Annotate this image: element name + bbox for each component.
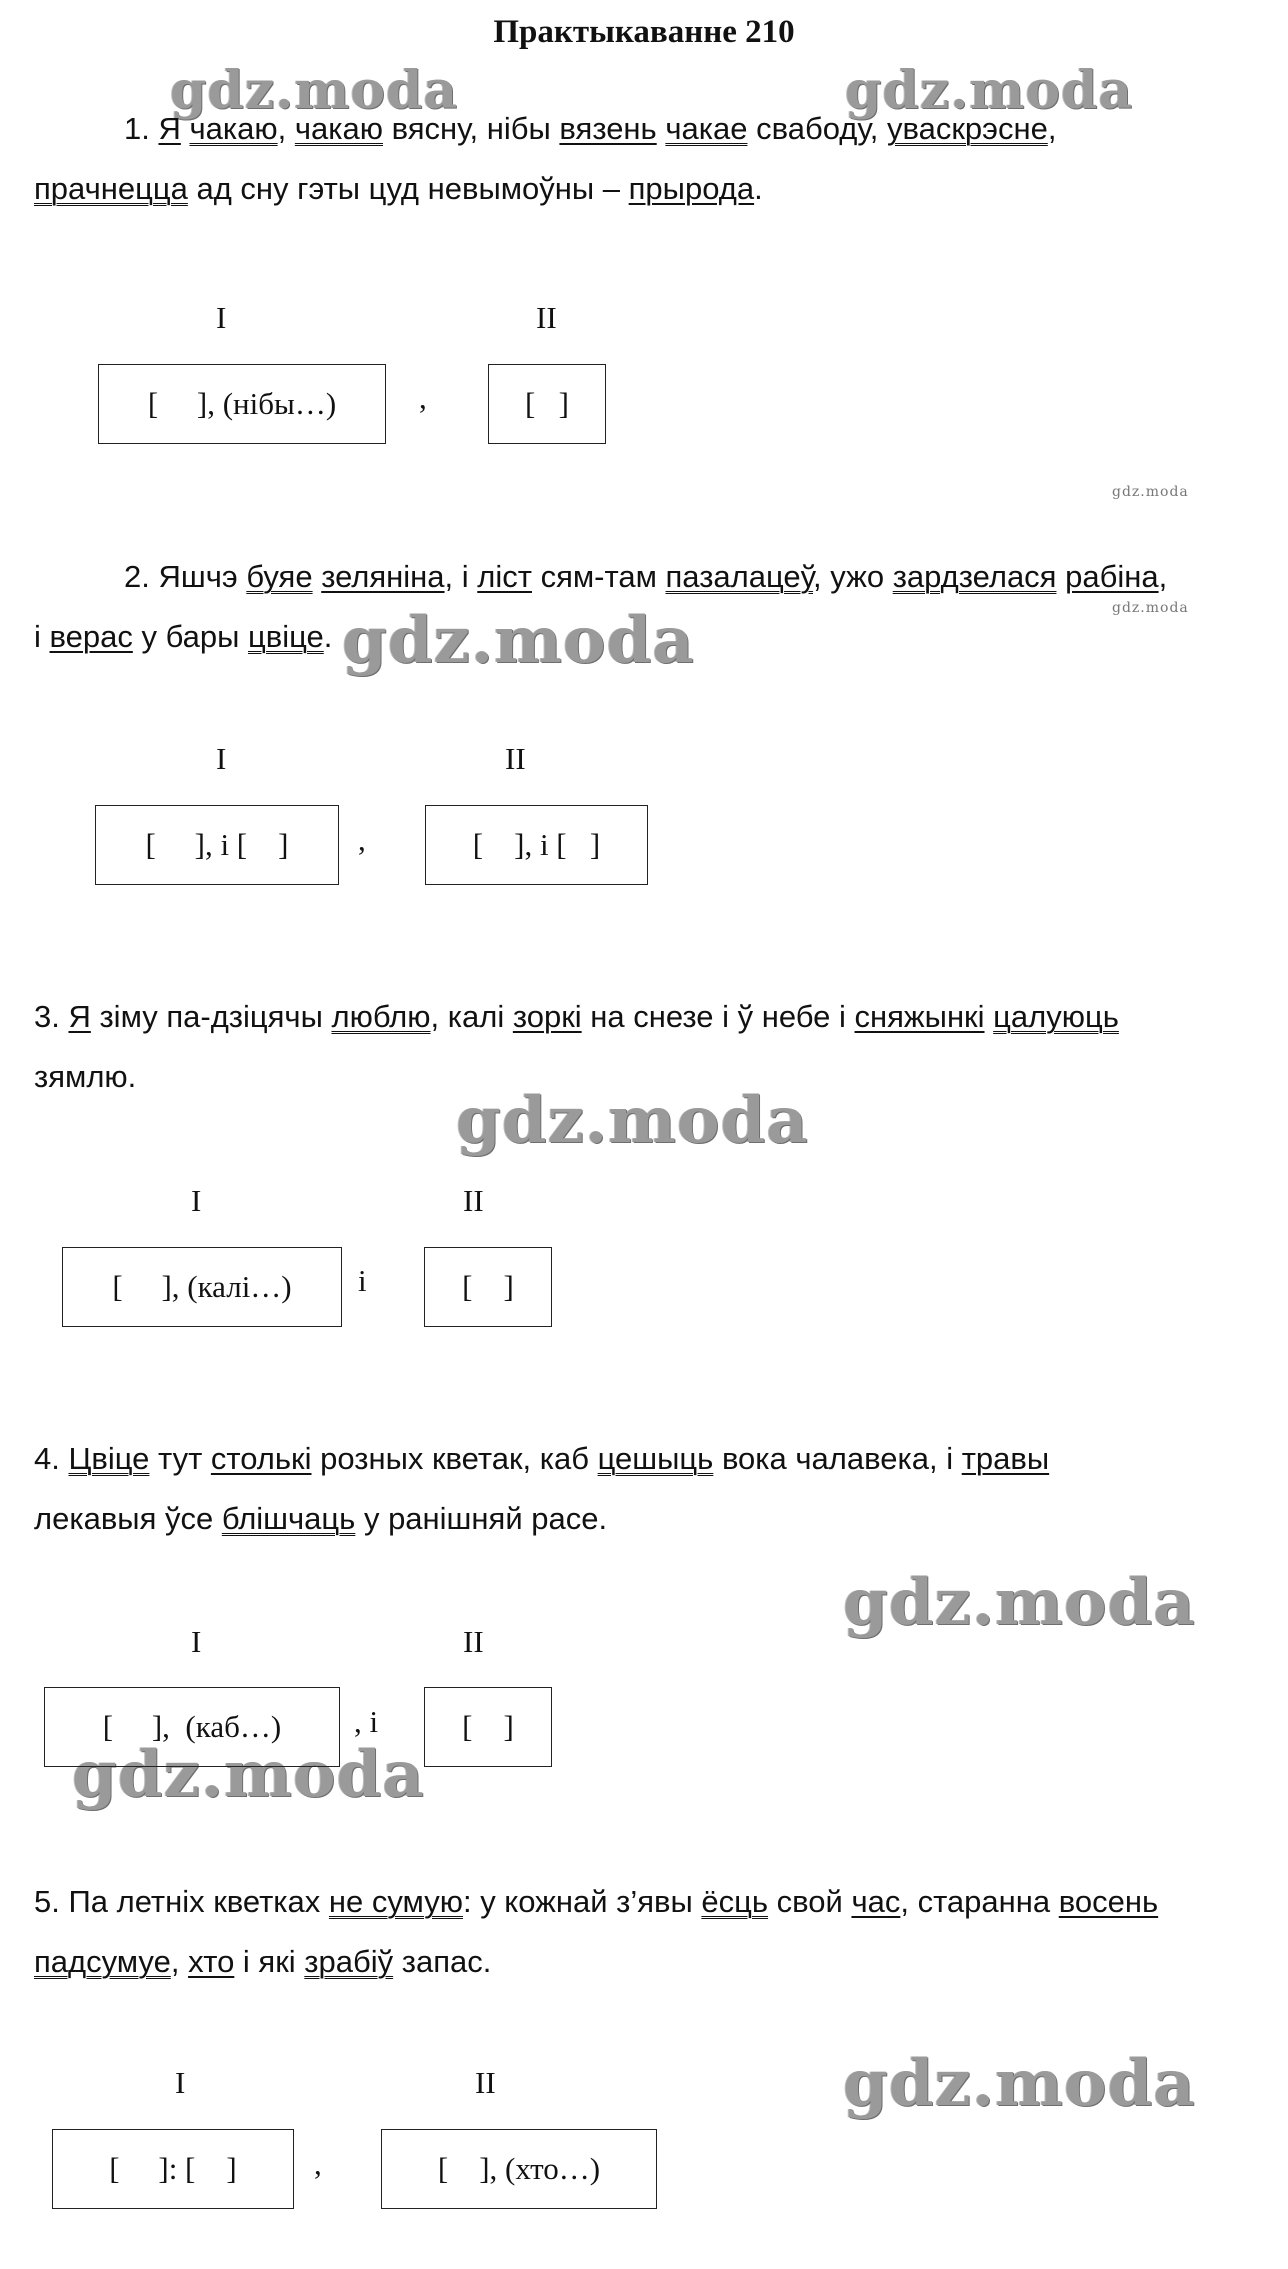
text: розных кветак, каб <box>311 1441 598 1476</box>
scheme-separator: , <box>419 380 427 415</box>
watermark: gdz.moda <box>72 1737 425 1812</box>
clause-label-ii: II <box>475 2065 496 2100</box>
scheme-box-2: [ ] <box>424 1687 552 1767</box>
scheme-box-2: [ ] <box>424 1247 552 1327</box>
subject-word: Я <box>68 999 91 1034</box>
text: у бары <box>132 619 248 654</box>
scheme-box-1: [ ], (нібы…) <box>98 364 386 444</box>
sentence-line <box>34 99 1244 159</box>
predicate-word: чакаю <box>189 111 278 146</box>
text: 1. <box>124 111 159 146</box>
text: , <box>277 111 295 146</box>
predicate-word: чакае <box>665 111 748 146</box>
text: і <box>34 619 50 654</box>
subject-word: ліст <box>477 559 532 594</box>
text: вока чалавека, і <box>713 1441 962 1476</box>
subject-word: Я <box>158 111 181 146</box>
predicate-word: Цвіце <box>68 1441 150 1476</box>
text: зіму па-дзіцячы <box>90 999 332 1034</box>
sentence-line <box>34 1932 1244 1992</box>
exercise-1-text <box>34 99 1244 219</box>
subject-word: зоркі <box>512 999 582 1034</box>
sentence-line <box>34 1872 1244 1932</box>
subject-word: восень <box>1058 1884 1159 1919</box>
subject-word: хто <box>188 1944 235 1979</box>
predicate-word: уваскрэсне <box>886 111 1048 146</box>
text: свой <box>768 1884 852 1919</box>
exercise-5-text <box>34 1872 1244 1992</box>
text: 2. Яшчэ <box>124 559 247 594</box>
sentence-line <box>34 987 1244 1047</box>
scheme-box-1: [ ], (каб…) <box>44 1687 340 1767</box>
text: , старанна <box>900 1884 1059 1919</box>
sentence-line <box>34 1489 1244 1549</box>
scheme-box-1: [ ], і [ ] <box>95 805 339 885</box>
watermark: gdz.moda <box>845 60 1134 121</box>
text: запас. <box>393 1944 492 1979</box>
sentence-line <box>34 607 1244 667</box>
text: , <box>1047 111 1057 146</box>
clause-label-ii: II <box>463 1624 484 1659</box>
text: , ужо <box>813 559 893 594</box>
watermark: gdz.moda <box>170 60 459 121</box>
text: на снезе і ў небе і <box>581 999 855 1034</box>
clause-label-i: I <box>191 1624 202 1659</box>
sentence-line <box>34 1429 1244 1489</box>
watermark: gdz.moda <box>843 1565 1196 1640</box>
text <box>313 559 322 594</box>
text: . <box>323 619 333 654</box>
text: , <box>1158 559 1168 594</box>
sentence-line <box>34 1047 1244 1107</box>
predicate-word: не сумую <box>328 1884 463 1919</box>
text: і які <box>234 1944 305 1979</box>
predicate-word: цвіце <box>248 619 324 654</box>
scheme-box-1: [ ]: [ ] <box>52 2129 294 2209</box>
subject-word: вязень <box>559 111 657 146</box>
sentence-line <box>34 547 1244 607</box>
subject-word: травы <box>961 1441 1050 1476</box>
text: : у кожнай з’явы <box>462 1884 702 1919</box>
text: 4. <box>34 1441 69 1476</box>
watermark-small: gdz.moda <box>1112 600 1189 616</box>
clause-label-i: I <box>216 741 227 776</box>
watermark: gdz.moda <box>342 603 695 678</box>
predicate-word: цалуюць <box>993 999 1119 1034</box>
scheme-box-2: [ ] <box>488 364 606 444</box>
text: , калі <box>430 999 513 1034</box>
text: лекавыя ўсе <box>34 1501 222 1536</box>
text: 3. <box>34 999 69 1034</box>
scheme-separator: , <box>314 2146 322 2181</box>
page-title: Практыкаванне 210 <box>493 14 795 50</box>
watermark-small: gdz.moda <box>1112 484 1189 500</box>
exercise-2-text <box>34 547 1244 667</box>
subject-word: час <box>851 1884 901 1919</box>
watermark: gdz.moda <box>456 1083 809 1158</box>
exercise-4-text <box>34 1429 1244 1549</box>
predicate-word: люблю <box>331 999 431 1034</box>
scheme-box-1: [ ], (калі…) <box>62 1247 342 1327</box>
predicate-word: падсумуе <box>34 1944 171 1979</box>
clause-label-i: I <box>175 2065 186 2100</box>
subject-word: рабіна <box>1065 559 1159 594</box>
sentence-line <box>34 159 1244 219</box>
text: зямлю. <box>34 1059 137 1094</box>
text: ад сну гэты цуд невымоўны – <box>187 171 629 206</box>
text: 5. Па летніх кветках <box>34 1884 329 1919</box>
subject-word: сняжынкі <box>854 999 985 1034</box>
text: , <box>170 1944 189 1979</box>
predicate-word: зардзелася <box>892 559 1057 594</box>
subject-word: прырода <box>628 171 755 206</box>
text: . <box>754 171 763 206</box>
predicate-word: ёсць <box>701 1884 769 1919</box>
predicate-word: прачнецца <box>34 171 188 206</box>
scheme-separator: , <box>358 822 366 857</box>
predicate-word: блішчаць <box>221 1501 356 1536</box>
predicate-word: чакаю <box>294 111 383 146</box>
text: вясну, нібы <box>383 111 560 146</box>
text <box>1056 559 1065 594</box>
predicate-word: пазалацеў <box>665 559 814 594</box>
clause-label-i: I <box>216 300 227 335</box>
text <box>985 999 994 1034</box>
clause-label-i: I <box>191 1183 202 1218</box>
subject-word: зеляніна <box>321 559 445 594</box>
subject-word: столькі <box>210 1441 312 1476</box>
scheme-box-2: [ ], і [ ] <box>425 805 648 885</box>
text: свабоду, <box>747 111 887 146</box>
scheme-separator: і <box>358 1263 367 1298</box>
predicate-word: зрабіў <box>304 1944 394 1979</box>
watermark: gdz.moda <box>843 2046 1196 2121</box>
scheme-box-2: [ ], (хто…) <box>381 2129 657 2209</box>
clause-label-ii: II <box>505 741 526 776</box>
text: у ранішняй расе. <box>355 1501 608 1536</box>
text: сям-там <box>531 559 666 594</box>
clause-label-ii: II <box>463 1183 484 1218</box>
predicate-word: цешыць <box>597 1441 714 1476</box>
subject-word: верас <box>49 619 133 654</box>
predicate-word: буяе <box>246 559 313 594</box>
text: тут <box>149 1441 211 1476</box>
scheme-separator: , і <box>354 1704 379 1739</box>
exercise-3-text <box>34 987 1244 1107</box>
clause-label-ii: II <box>536 300 557 335</box>
text: , і <box>444 559 478 594</box>
